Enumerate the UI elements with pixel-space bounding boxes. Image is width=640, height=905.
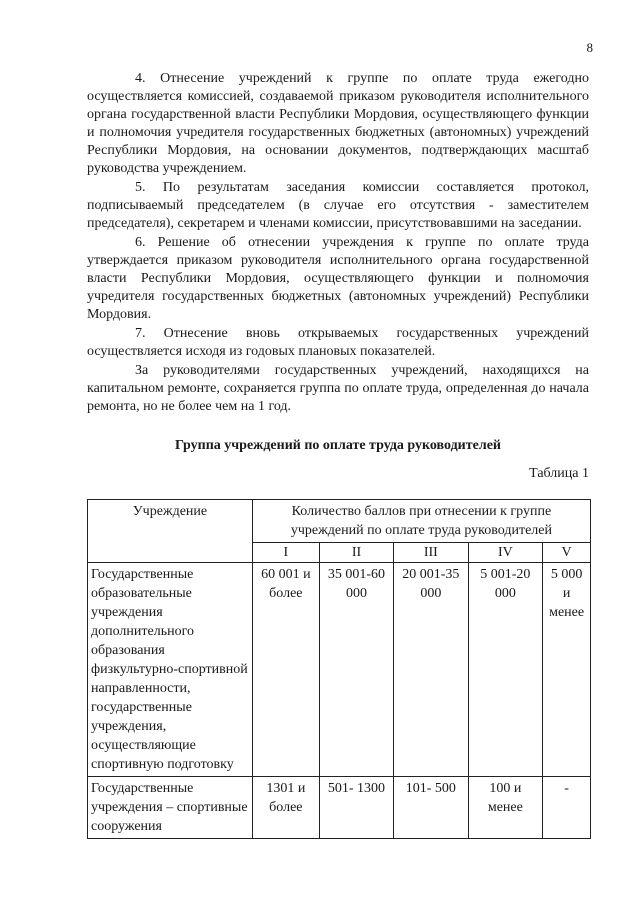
table-label: Таблица 1 (529, 466, 589, 481)
value-cell: 501- 1300 (319, 777, 393, 839)
value-cell: 60 001 и более (252, 563, 319, 777)
value-cell: 5 000 и менее (543, 563, 591, 777)
header-points: Количество баллов при отнесении к группе учреждений по оплате труда руководителей (252, 500, 590, 543)
header-institution: Учреждение (88, 500, 253, 563)
table-header-row (88, 500, 591, 543)
value-cell: 5 001-20 000 (468, 563, 543, 777)
table-heading: Группа учреждений по оплате труда руководителей (175, 438, 501, 453)
paragraph-7: 7. Отнесение вновь открываемых государственных учреждений осуществляется исходя из годовых плановых показателей. (87, 326, 589, 359)
group-header: IV (468, 543, 543, 563)
page-number: 8 (586, 40, 593, 55)
value-cell: 20 001-35 000 (394, 563, 468, 777)
institution-cell: Государственные образовательные учреждения дополнительного образования физкультурно-спортивной направленности, государственные учреждения, осуществляющие спортивную подготовку (88, 563, 253, 777)
paragraph-6: 6. Решение об отнесении учреждения к группе по оплате труда утверждается приказом руководителя исполнительного органа государственной власти Республики Мордовия, осуществляющего функции и полномочия учредителя государственных бюджетных (автономных учреждений) Республики Мордовия. (87, 235, 589, 322)
group-header: III (394, 543, 468, 563)
group-header: V (543, 543, 591, 563)
table-row (88, 563, 591, 777)
group-header: II (319, 543, 393, 563)
paragraph-4: 4. Отнесение учреждений к группе по оплате труда ежегодно осуществляется комиссией, создаваемой приказом руководителя исполнительного органа государственной власти Республики Мордовия, осуществляющего функции и полномочия учредителя государственных бюджетных (автономных) учреждений Республики Мордовия, на основании документов, подтверждающих масштаб руководства учреждением. (87, 71, 589, 176)
paragraph-5: 5. По результатам заседания комиссии составляется протокол, подписываемый председателем (в случае его отсутствия - заместителем председателя), секретарем и членами комиссии, присутствовавшими на заседании. (87, 180, 589, 231)
value-cell: 1301 и более (252, 777, 319, 839)
body-text (87, 70, 589, 417)
group-header: I (252, 543, 319, 563)
points-table (87, 499, 591, 839)
value-cell: 100 и менее (468, 777, 543, 839)
paragraph-repair: За руководителями государственных учреждений, находящихся на капитальном ремонте, сохраняется группа по оплате труда, определенная до начала ремонта, но не более чем на 1 год. (87, 363, 589, 414)
value-cell: 35 001-60 000 (319, 563, 393, 777)
table-row (88, 777, 591, 839)
value-cell: - (543, 777, 591, 839)
value-cell: 101- 500 (394, 777, 468, 839)
institution-cell: Государственные учреждения – спортивные сооружения (88, 777, 253, 839)
